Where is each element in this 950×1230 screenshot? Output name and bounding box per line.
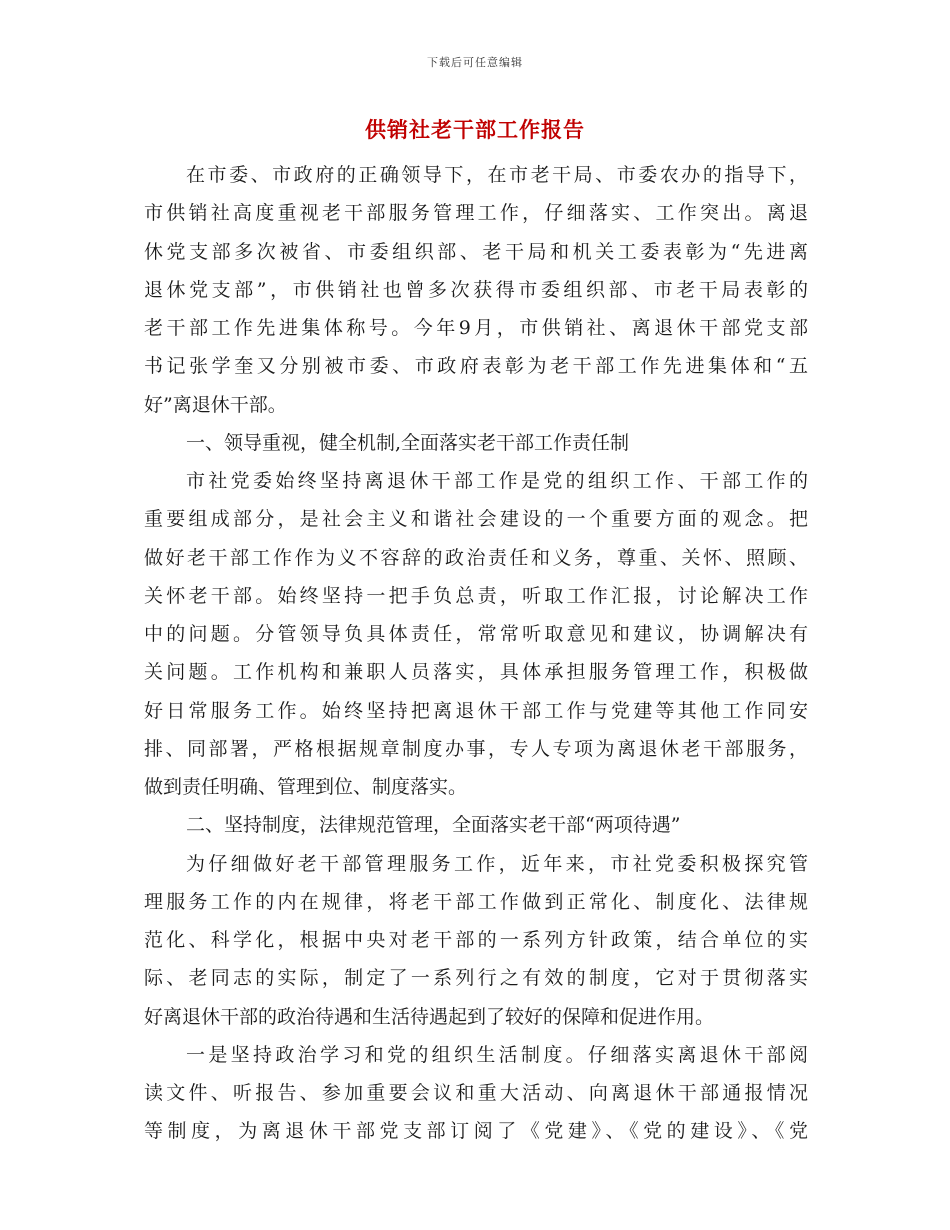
text-line: 在市委、市政府的正确领导下，在市老干局、市委农办的指导下， <box>186 164 808 186</box>
text-line: 市供销社高度重视老干部服务管理工作，仔细落实、工作突出。离退 <box>144 202 808 225</box>
text-line: 理服务工作的内在规律，将老干部工作做到正常化、制度化、法律规 <box>144 890 808 913</box>
text-line: 做好老干部工作作为义不容辞的政治责任和义务，尊重、关怀、照顾、 <box>144 546 808 569</box>
text-line: 休党支部多次被省、市委组织部、老干局和机关工委表彰为“先进离 <box>144 240 808 263</box>
text-line: 退休党支部”，市供销社也曾多次获得市委组织部、市老干局表彰的 <box>144 278 808 301</box>
text-line: 二、坚持制度，法律规范管理，全面落实老干部“两项待遇” <box>186 814 681 837</box>
header-note: 下载后可任意编辑 <box>427 56 523 69</box>
text-line: 做到责任明确、管理到位、制度落实。 <box>144 776 468 798</box>
text-line: 关怀老干部。始终坚持一把手负总责，听取工作汇报，讨论解决工作 <box>144 584 808 607</box>
text-line: 读文件、听报告、参加重要会议和重大活动、向离退休干部通报情况 <box>144 1082 808 1104</box>
text-line: 一是坚持政治学习和党的组织生活制度。仔细落实离退休干部阅 <box>186 1043 808 1066</box>
text-line: 排、同部署，严格根据规章制度办事，专人专项为离退休老干部服务， <box>144 737 808 760</box>
text-line: 好离退休干部的政治待遇和生活待遇起到了较好的保障和促进作用。 <box>144 1005 715 1028</box>
text-line: 好日常服务工作。始终坚持把离退休干部工作与党建等其他工作同安 <box>144 699 808 722</box>
text-line: 中的问题。分管领导负具体责任，常常听取意见和建议，协调解决有 <box>144 623 808 645</box>
document-title: 供销社老干部工作报告 <box>365 118 585 142</box>
text-line: 际、老同志的实际，制定了一系列行之有效的制度，它对于贯彻落实 <box>144 967 808 990</box>
text-line: 老干部工作先进集体称号。今年9月，市供销社、离退休干部党支部 <box>144 317 808 339</box>
text-line: 市社党委始终坚持离退休干部工作是党的组织工作、干部工作的 <box>186 470 808 492</box>
text-line: 等制度，为离退休干部党支部订阅了《党建》、《党的建设》、《党 <box>144 1120 808 1143</box>
document-body <box>144 156 808 1151</box>
text-line: 范化、科学化，根据中央对老干部的一系列方针政策，结合单位的实 <box>144 929 808 951</box>
text-line: 关问题。工作机构和兼职人员落实，具体承担服务管理工作，积极做 <box>144 661 808 684</box>
text-line: 为仔细做好老干部管理服务工作，近年来，市社党委积极探究管 <box>186 852 808 875</box>
text-line: 一、领导重视，健全机制,全面落实老干部工作责任制 <box>186 431 630 454</box>
text-line: 重要组成部分，是社会主义和谐社会建设的一个重要方面的观念。把 <box>144 508 808 531</box>
text-line: 好”离退休干部。 <box>144 393 287 416</box>
text-line: 书记张学奎又分别被市委、市政府表彰为老干部工作先进集体和“五 <box>144 355 808 378</box>
